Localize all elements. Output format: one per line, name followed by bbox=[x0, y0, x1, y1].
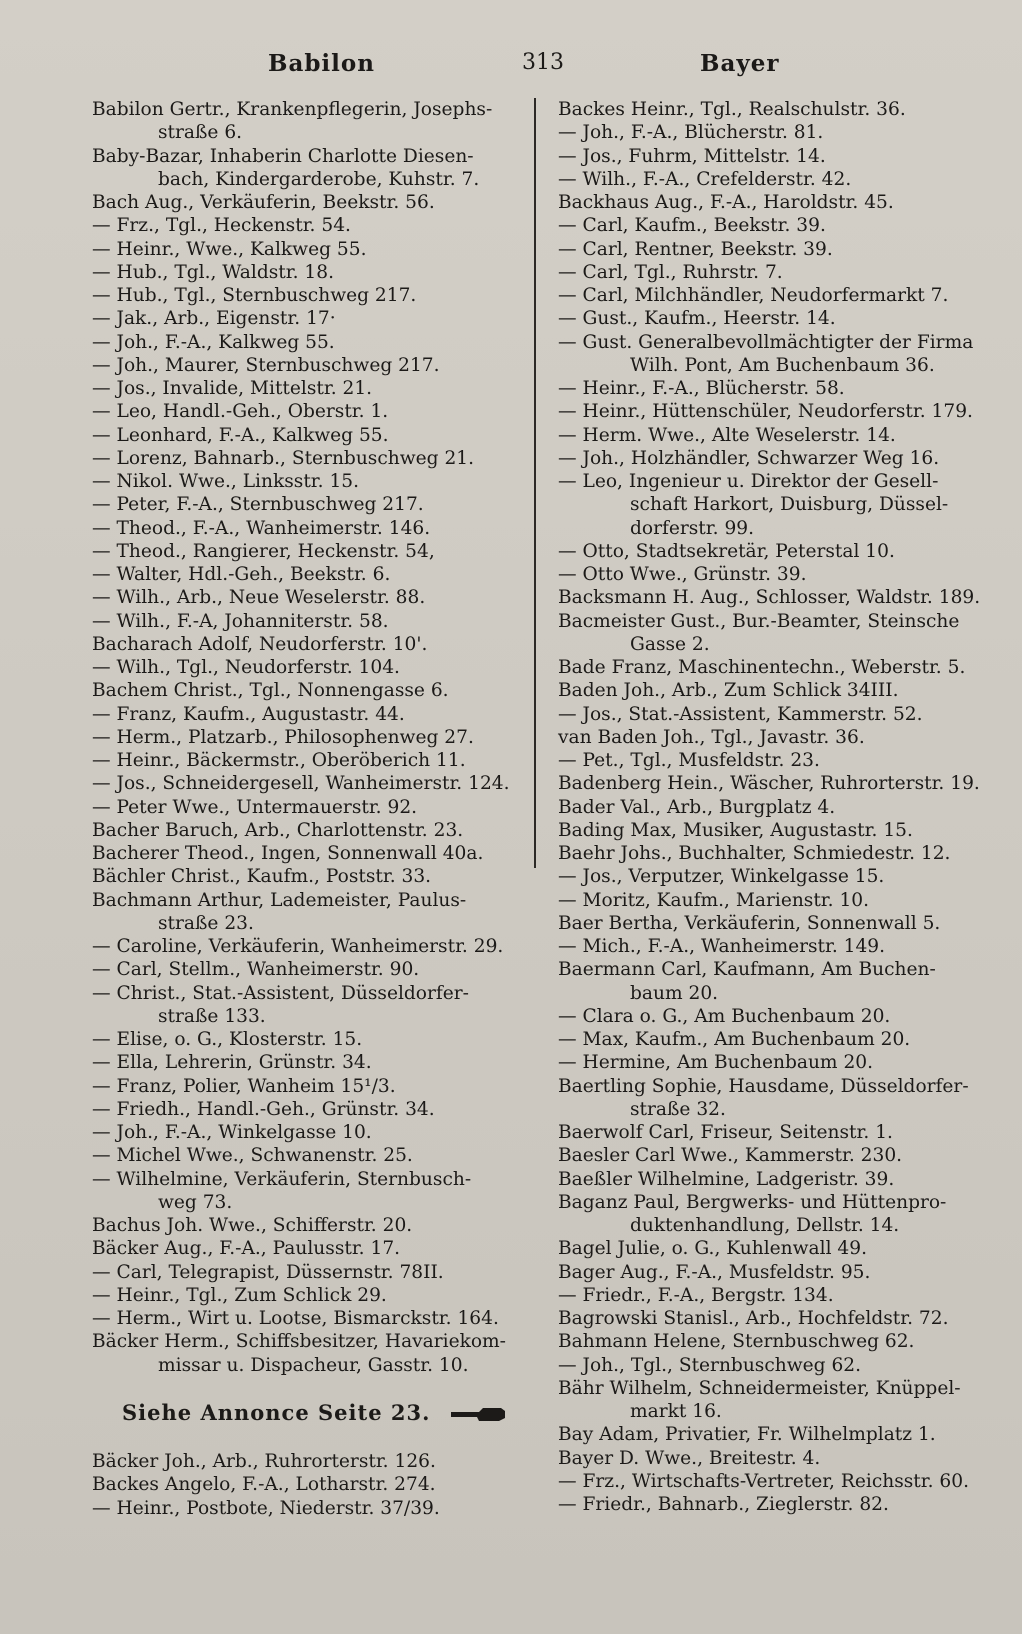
directory-entry bbox=[558, 424, 988, 447]
directory-entry bbox=[92, 1121, 524, 1144]
entry-line: van Baden Joh., Tgl., Javastr. 36. bbox=[558, 726, 865, 748]
directory-entry bbox=[92, 284, 524, 307]
entry-line: — Pet., Tgl., Musfeldstr. 23. bbox=[558, 750, 820, 771]
directory-entry bbox=[558, 331, 988, 378]
entry-line: Backhaus Aug., F.-A., Haroldstr. 45. bbox=[558, 192, 894, 213]
entry-line: — Heinr., Hüttenschüler, Neudorferstr. 179. bbox=[558, 401, 973, 423]
directory-entry bbox=[558, 726, 988, 749]
directory-entry bbox=[558, 772, 988, 795]
entry-line: — Joh., Maurer, Sternbuschweg 217. bbox=[92, 354, 440, 376]
entry-line: Baden Joh., Arb., Zum Schlick 34III. bbox=[558, 680, 899, 702]
entry-line: — Peter, F.-A., Sternbuschweg 217. bbox=[92, 494, 424, 516]
directory-entry bbox=[92, 865, 524, 888]
directory-entry bbox=[92, 1450, 524, 1473]
directory-entry bbox=[92, 749, 524, 772]
directory-entry bbox=[558, 865, 988, 888]
entry-line: — Joh., F.-A., Kalkweg 55. bbox=[92, 331, 335, 353]
directory-entry bbox=[92, 726, 524, 749]
entry-line: Bahmann Helene, Sternbuschweg 62. bbox=[558, 1331, 915, 1353]
entry-line: Bachus Joh. Wwe., Schifferstr. 20. bbox=[92, 1215, 413, 1236]
directory-entry bbox=[92, 563, 524, 586]
entry-line: Baer Bertha, Verkäuferin, Sonnenwall 5. bbox=[558, 912, 941, 934]
directory-entry bbox=[558, 703, 988, 726]
entry-line: — Frz., Wirtschafts-Vertreter, Reichsstr. 60. bbox=[558, 1470, 970, 1492]
entry-line: Badenberg Hein., Wäscher, Ruhrorterstr. 19. bbox=[558, 773, 980, 795]
directory-entry bbox=[92, 1075, 524, 1098]
directory-entry bbox=[558, 261, 988, 284]
directory-entry bbox=[92, 354, 524, 377]
annonce-text: Siehe Annonce Seite 23. bbox=[122, 1399, 431, 1425]
directory-entry bbox=[92, 1168, 524, 1215]
directory-entry bbox=[558, 517, 988, 540]
directory-entry bbox=[92, 656, 524, 679]
entry-line: Bächler Christ., Kaufm., Poststr. 33. bbox=[92, 866, 432, 888]
directory-entry bbox=[558, 307, 988, 330]
entry-line: — Leo, Handl.-Geh., Oberstr. 1. bbox=[92, 401, 389, 423]
directory-entry bbox=[92, 1237, 524, 1260]
directory-entry bbox=[558, 563, 988, 586]
directory-entry bbox=[92, 145, 524, 192]
entry-line: — Joh., F.-A., Winkelgasse 10. bbox=[92, 1122, 372, 1143]
right-entries bbox=[558, 98, 988, 1516]
entry-line: — Heinr., Postbote, Niederstr. 37/39. bbox=[92, 1497, 440, 1519]
directory-entry bbox=[92, 958, 524, 981]
entry-line: — Joh., F.-A., Blücherstr. 81. bbox=[558, 122, 824, 144]
directory-entry bbox=[92, 586, 524, 609]
entry-line: — Leo, Ingenieur u. Direktor der Gesell- bbox=[558, 471, 939, 492]
directory-entry bbox=[92, 1307, 524, 1330]
entry-continuation: dorferstr. 99. bbox=[630, 517, 755, 539]
entry-line: Bagrowski Stanisl., Arb., Hochfeldstr. 72. bbox=[558, 1308, 949, 1329]
directory-entry bbox=[558, 284, 988, 307]
directory-entry bbox=[558, 98, 988, 121]
entry-line: — Carl, Kaufm., Beekstr. 39. bbox=[558, 215, 826, 237]
entry-line: — Carl, Stellm., Wanheimerstr. 90. bbox=[92, 959, 420, 981]
entry-line: Bade Franz, Maschinentechn., Weberstr. 5. bbox=[558, 657, 966, 678]
entry-continuation: Gasse 2. bbox=[630, 633, 710, 655]
entry-line: Babilon Gertr., Krankenpflegerin, Josephs- bbox=[92, 99, 493, 120]
entry-line: — Carl, Milchhändler, Neudorfermarkt 7. bbox=[558, 285, 949, 306]
directory-entry bbox=[558, 400, 988, 423]
directory-entry bbox=[92, 1284, 524, 1307]
entry-line: — Heinr., Tgl., Zum Schlick 29. bbox=[92, 1284, 387, 1306]
directory-entry bbox=[92, 1261, 524, 1284]
directory-entry bbox=[558, 168, 988, 191]
entry-line: Backes Heinr., Tgl., Realschulstr. 36. bbox=[558, 99, 906, 120]
entry-line: — Clara o. G., Am Buchenbaum 20. bbox=[558, 1005, 891, 1027]
directory-entry bbox=[92, 772, 524, 795]
directory-entry bbox=[558, 1237, 988, 1260]
page-number: 313 bbox=[522, 50, 564, 75]
entry-line: — Otto, Stadtsekretär, Peterstal 10. bbox=[558, 540, 895, 562]
directory-entry bbox=[558, 912, 988, 935]
directory-entry bbox=[558, 889, 988, 912]
entry-continuation: schaft Harkort, Duisburg, Düssel- bbox=[630, 494, 949, 516]
entry-line: Backsmann H. Aug., Schlosser, Waldstr. 189. bbox=[558, 587, 981, 609]
entry-line: — Jos., Fuhrm, Mittelstr. 14. bbox=[558, 145, 826, 167]
entry-line: — Hub., Tgl., Waldstr. 18. bbox=[92, 261, 334, 283]
entry-line: Baehr Johs., Buchhalter, Schmiedestr. 12. bbox=[558, 843, 951, 864]
directory-entry bbox=[558, 935, 988, 958]
directory-entry bbox=[558, 238, 988, 261]
directory-entry bbox=[558, 1261, 988, 1284]
directory-entry bbox=[92, 493, 524, 516]
directory-entry bbox=[92, 517, 524, 540]
directory-entry bbox=[92, 261, 524, 284]
directory-entry bbox=[92, 1144, 524, 1167]
column-divider bbox=[534, 98, 536, 868]
directory-entry bbox=[558, 1005, 988, 1028]
entry-line: Bachem Christ., Tgl., Nonnengasse 6. bbox=[92, 680, 449, 702]
directory-entry bbox=[92, 377, 524, 400]
entry-line: — Carl, Rentner, Beekstr. 39. bbox=[558, 238, 833, 260]
directory-entry bbox=[558, 1493, 988, 1516]
entry-line: — Theod., Rangierer, Heckenstr. 54, bbox=[92, 540, 435, 562]
directory-entry bbox=[558, 1447, 988, 1470]
entry-line: — Herm. Wwe., Alte Weselerstr. 14. bbox=[558, 424, 896, 446]
directory-entry bbox=[558, 470, 988, 517]
entry-line: — Wilh., F.-A., Crefelderstr. 42. bbox=[558, 168, 852, 190]
directory-entry bbox=[92, 819, 524, 842]
entry-line: Bäcker Aug., F.-A., Paulusstr. 17. bbox=[92, 1238, 401, 1260]
entry-line: Bach Aug., Verkäuferin, Beekstr. 56. bbox=[92, 192, 435, 213]
directory-entry bbox=[558, 1354, 988, 1377]
left-entries-after bbox=[92, 1450, 524, 1520]
entry-line: — Wilh., Arb., Neue Weselerstr. 88. bbox=[92, 587, 426, 609]
directory-entry bbox=[92, 796, 524, 819]
directory-entry bbox=[92, 1473, 524, 1496]
entry-line: Baermann Carl, Kaufmann, Am Buchen- bbox=[558, 959, 936, 981]
entry-continuation: straße 6. bbox=[158, 122, 243, 144]
directory-entry bbox=[558, 842, 988, 865]
entry-line: Bacmeister Gust., Bur.-Beamter, Steinsche bbox=[558, 610, 960, 632]
entry-line: Bagel Julie, o. G., Kuhlenwall 49. bbox=[558, 1238, 868, 1260]
directory-entry bbox=[92, 331, 524, 354]
entry-line: — Ella, Lehrerin, Grünstr. 34. bbox=[92, 1052, 372, 1074]
directory-entry bbox=[558, 145, 988, 168]
directory-entry bbox=[92, 424, 524, 447]
entry-continuation: duktenhandlung, Dellstr. 14. bbox=[630, 1215, 900, 1236]
entry-line: — Franz, Polier, Wanheim 15¹/3. bbox=[92, 1075, 396, 1097]
directory-entry bbox=[92, 610, 524, 633]
directory-entry bbox=[558, 1028, 988, 1051]
directory-entry bbox=[558, 1051, 988, 1074]
directory-entry bbox=[558, 191, 988, 214]
entry-line: — Jos., Invalide, Mittelstr. 21. bbox=[92, 378, 373, 399]
directory-entry bbox=[92, 540, 524, 563]
entry-line: Bäcker Herm., Schiffsbesitzer, Havariekom- bbox=[92, 1331, 506, 1353]
entry-line: — Leonhard, F.-A., Kalkweg 55. bbox=[92, 424, 389, 446]
left-entries bbox=[92, 98, 524, 1377]
entry-line: — Joh., Holzhändler, Schwarzer Weg 16. bbox=[558, 447, 940, 469]
entry-line: — Theod., F.-A., Wanheimerstr. 146. bbox=[92, 517, 431, 539]
directory-entry bbox=[92, 400, 524, 423]
entry-line: Bager Aug., F.-A., Musfeldstr. 95. bbox=[558, 1261, 871, 1283]
header-left-keyword: Babilon bbox=[268, 50, 375, 77]
directory-entry bbox=[558, 1121, 988, 1144]
directory-entry bbox=[92, 191, 524, 214]
directory-entry bbox=[558, 1423, 988, 1446]
entry-line: Backes Angelo, F.-A., Lotharstr. 274. bbox=[92, 1474, 436, 1496]
directory-entry bbox=[92, 1098, 524, 1121]
entry-continuation: missar u. Dispacheur, Gasstr. 10. bbox=[158, 1354, 469, 1376]
directory-entry bbox=[558, 1470, 988, 1493]
entry-line: Bacherer Theod., Ingen, Sonnenwall 40a. bbox=[92, 843, 484, 864]
entry-line: Bader Val., Arb., Burgplatz 4. bbox=[558, 796, 836, 818]
directory-entry bbox=[558, 1191, 988, 1238]
directory-entry bbox=[558, 1330, 988, 1353]
entry-line: — Peter Wwe., Untermauerstr. 92. bbox=[92, 796, 418, 818]
entry-line: — Frz., Tgl., Heckenstr. 54. bbox=[92, 215, 351, 237]
entry-line: — Wilh., Tgl., Neudorferstr. 104. bbox=[92, 657, 400, 678]
entry-line: — Jos., Verputzer, Winkelgasse 15. bbox=[558, 866, 885, 888]
pointing-hand-icon bbox=[449, 1406, 507, 1422]
directory-entry bbox=[558, 679, 988, 702]
directory-entry bbox=[92, 447, 524, 470]
directory-entry bbox=[92, 1028, 524, 1051]
directory-entry bbox=[92, 935, 524, 958]
entry-line: Bäcker Joh., Arb., Ruhrorterstr. 126. bbox=[92, 1451, 436, 1472]
directory-entry bbox=[92, 703, 524, 726]
entry-line: — Jos., Schneidergesell, Wanheimerstr. 124. bbox=[92, 773, 510, 795]
entry-continuation: straße 23. bbox=[158, 912, 254, 934]
entry-line: — Hub., Tgl., Sternbuschweg 217. bbox=[92, 285, 417, 306]
entry-continuation: weg 73. bbox=[158, 1191, 233, 1213]
entry-line: — Friedr., Bahnarb., Zieglerstr. 82. bbox=[558, 1494, 889, 1515]
entry-line: — Franz, Kaufm., Augustastr. 44. bbox=[92, 703, 405, 725]
entry-line: — Elise, o. G., Klosterstr. 15. bbox=[92, 1029, 363, 1050]
directory-entry bbox=[558, 447, 988, 470]
directory-entry bbox=[92, 889, 524, 936]
entry-continuation: straße 32. bbox=[630, 1098, 726, 1120]
page-header bbox=[90, 50, 974, 84]
entry-line: — Carl, Tgl., Ruhrstr. 7. bbox=[558, 261, 783, 283]
entry-continuation: straße 133. bbox=[158, 1005, 266, 1027]
entry-line: — Lorenz, Bahnarb., Sternbuschweg 21. bbox=[92, 447, 475, 469]
directory-entry bbox=[558, 586, 988, 609]
entry-line: Baby-Bazar, Inhaberin Charlotte Diesen- bbox=[92, 145, 474, 167]
entry-line: — Moritz, Kaufm., Marienstr. 10. bbox=[558, 889, 870, 911]
entry-continuation: bach, Kindergarderobe, Kuhstr. 7. bbox=[158, 168, 480, 190]
directory-entry bbox=[558, 656, 988, 679]
entry-line: — Christ., Stat.-Assistent, Düsseldorfer- bbox=[92, 982, 469, 1004]
entry-line: — Wilhelmine, Verkäuferin, Sternbusch- bbox=[92, 1168, 472, 1190]
entry-line: Bähr Wilhelm, Schneidermeister, Knüppel- bbox=[558, 1377, 961, 1399]
entry-line: — Friedr., F.-A., Bergstr. 134. bbox=[558, 1284, 834, 1306]
directory-entry bbox=[92, 842, 524, 865]
entry-line: — Mich., F.-A., Wanheimerstr. 149. bbox=[558, 936, 886, 957]
entry-line: — Carl, Telegrapist, Düssernstr. 78II. bbox=[92, 1261, 444, 1283]
directory-entry bbox=[558, 1377, 988, 1424]
entry-line: — Caroline, Verkäuferin, Wanheimerstr. 29. bbox=[92, 936, 504, 957]
entry-line: — Herm., Platzarb., Philosophenweg 27. bbox=[92, 726, 474, 748]
entry-continuation: baum 20. bbox=[630, 982, 719, 1004]
directory-entry bbox=[558, 1168, 988, 1191]
directory-entry bbox=[92, 214, 524, 237]
entry-line: Baganz Paul, Bergwerks- und Hüttenpro- bbox=[558, 1191, 947, 1213]
entry-line: — Gust., Kaufm., Heerstr. 14. bbox=[558, 308, 836, 330]
directory-entry bbox=[558, 610, 988, 657]
entry-line: Bading Max, Musiker, Augustastr. 15. bbox=[558, 819, 913, 841]
entry-line: — Wilh., F.-A, Johanniterstr. 58. bbox=[92, 610, 389, 632]
directory-entry bbox=[558, 1075, 988, 1122]
entry-line: — Joh., Tgl., Sternbuschweg 62. bbox=[558, 1354, 862, 1376]
directory-entry bbox=[558, 540, 988, 563]
directory-entry bbox=[92, 679, 524, 702]
directory-entry bbox=[92, 1497, 524, 1520]
directory-entry bbox=[558, 796, 988, 819]
directory-entry bbox=[92, 98, 524, 145]
entry-line: — Herm., Wirt u. Lootse, Bismarckstr. 164. bbox=[92, 1308, 499, 1329]
directory-entry bbox=[92, 1051, 524, 1074]
entry-line: — Nikol. Wwe., Linksstr. 15. bbox=[92, 471, 360, 492]
directory-entry bbox=[92, 982, 524, 1029]
directory-entry bbox=[558, 121, 988, 144]
entry-line: — Max, Kaufm., Am Buchenbaum 20. bbox=[558, 1029, 911, 1050]
directory-entry bbox=[558, 1307, 988, 1330]
entry-line: Bay Adam, Privatier, Fr. Wilhelmplatz 1. bbox=[558, 1424, 936, 1446]
entry-line: — Otto Wwe., Grünstr. 39. bbox=[558, 564, 807, 585]
directory-entry bbox=[558, 214, 988, 237]
directory-entry bbox=[558, 1144, 988, 1167]
entry-line: — Hermine, Am Buchenbaum 20. bbox=[558, 1052, 874, 1074]
entry-line: Baesler Carl Wwe., Kammerstr. 230. bbox=[558, 1145, 903, 1167]
entry-line: — Jak., Arb., Eigenstr. 17· bbox=[92, 308, 336, 330]
entry-line: Bacher Baruch, Arb., Charlottenstr. 23. bbox=[92, 819, 464, 841]
directory-entry bbox=[558, 749, 988, 772]
entry-line: — Heinr., F.-A., Blücherstr. 58. bbox=[558, 378, 845, 399]
directory-entry bbox=[92, 470, 524, 493]
directory-entry bbox=[558, 819, 988, 842]
entry-continuation: Wilh. Pont, Am Buchenbaum 36. bbox=[630, 354, 935, 376]
directory-entry bbox=[558, 958, 988, 1005]
entry-continuation: markt 16. bbox=[630, 1401, 722, 1422]
left-column bbox=[92, 98, 524, 1520]
directory-entry bbox=[558, 377, 988, 400]
entry-line: — Friedh., Handl.-Geh., Grünstr. 34. bbox=[92, 1098, 435, 1120]
directory-entry bbox=[92, 307, 524, 330]
header-right-keyword: Bayer bbox=[700, 50, 780, 77]
directory-entry bbox=[558, 1284, 988, 1307]
entry-line: — Walter, Hdl.-Geh., Beekstr. 6. bbox=[92, 564, 391, 585]
entry-line: — Gust. Generalbevollmächtigter der Firma bbox=[558, 331, 974, 353]
entry-line: Baeßler Wilhelmine, Ladgeristr. 39. bbox=[558, 1168, 895, 1190]
directory-entry bbox=[92, 238, 524, 261]
entry-line: Bacharach Adolf, Neudorferstr. 10'. bbox=[92, 633, 428, 655]
entry-line: Baertling Sophie, Hausdame, Düsseldorfer- bbox=[558, 1075, 969, 1097]
directory-entry bbox=[92, 633, 524, 656]
entry-line: — Heinr., Wwe., Kalkweg 55. bbox=[92, 238, 367, 260]
entry-line: — Jos., Stat.-Assistent, Kammerstr. 52. bbox=[558, 703, 923, 725]
entry-line: Bachmann Arthur, Lademeister, Paulus- bbox=[92, 889, 467, 911]
entry-line: — Heinr., Bäckermstr., Oberöberich 11. bbox=[92, 750, 466, 771]
entry-line: Baerwolf Carl, Friseur, Seitenstr. 1. bbox=[558, 1122, 893, 1143]
directory-entry bbox=[92, 1214, 524, 1237]
entry-line: — Michel Wwe., Schwanenstr. 25. bbox=[92, 1145, 413, 1167]
directory-entry bbox=[92, 1330, 524, 1377]
entry-line: Bayer D. Wwe., Breitestr. 4. bbox=[558, 1447, 821, 1469]
annonce-notice bbox=[122, 1401, 524, 1424]
right-column bbox=[558, 98, 988, 1516]
